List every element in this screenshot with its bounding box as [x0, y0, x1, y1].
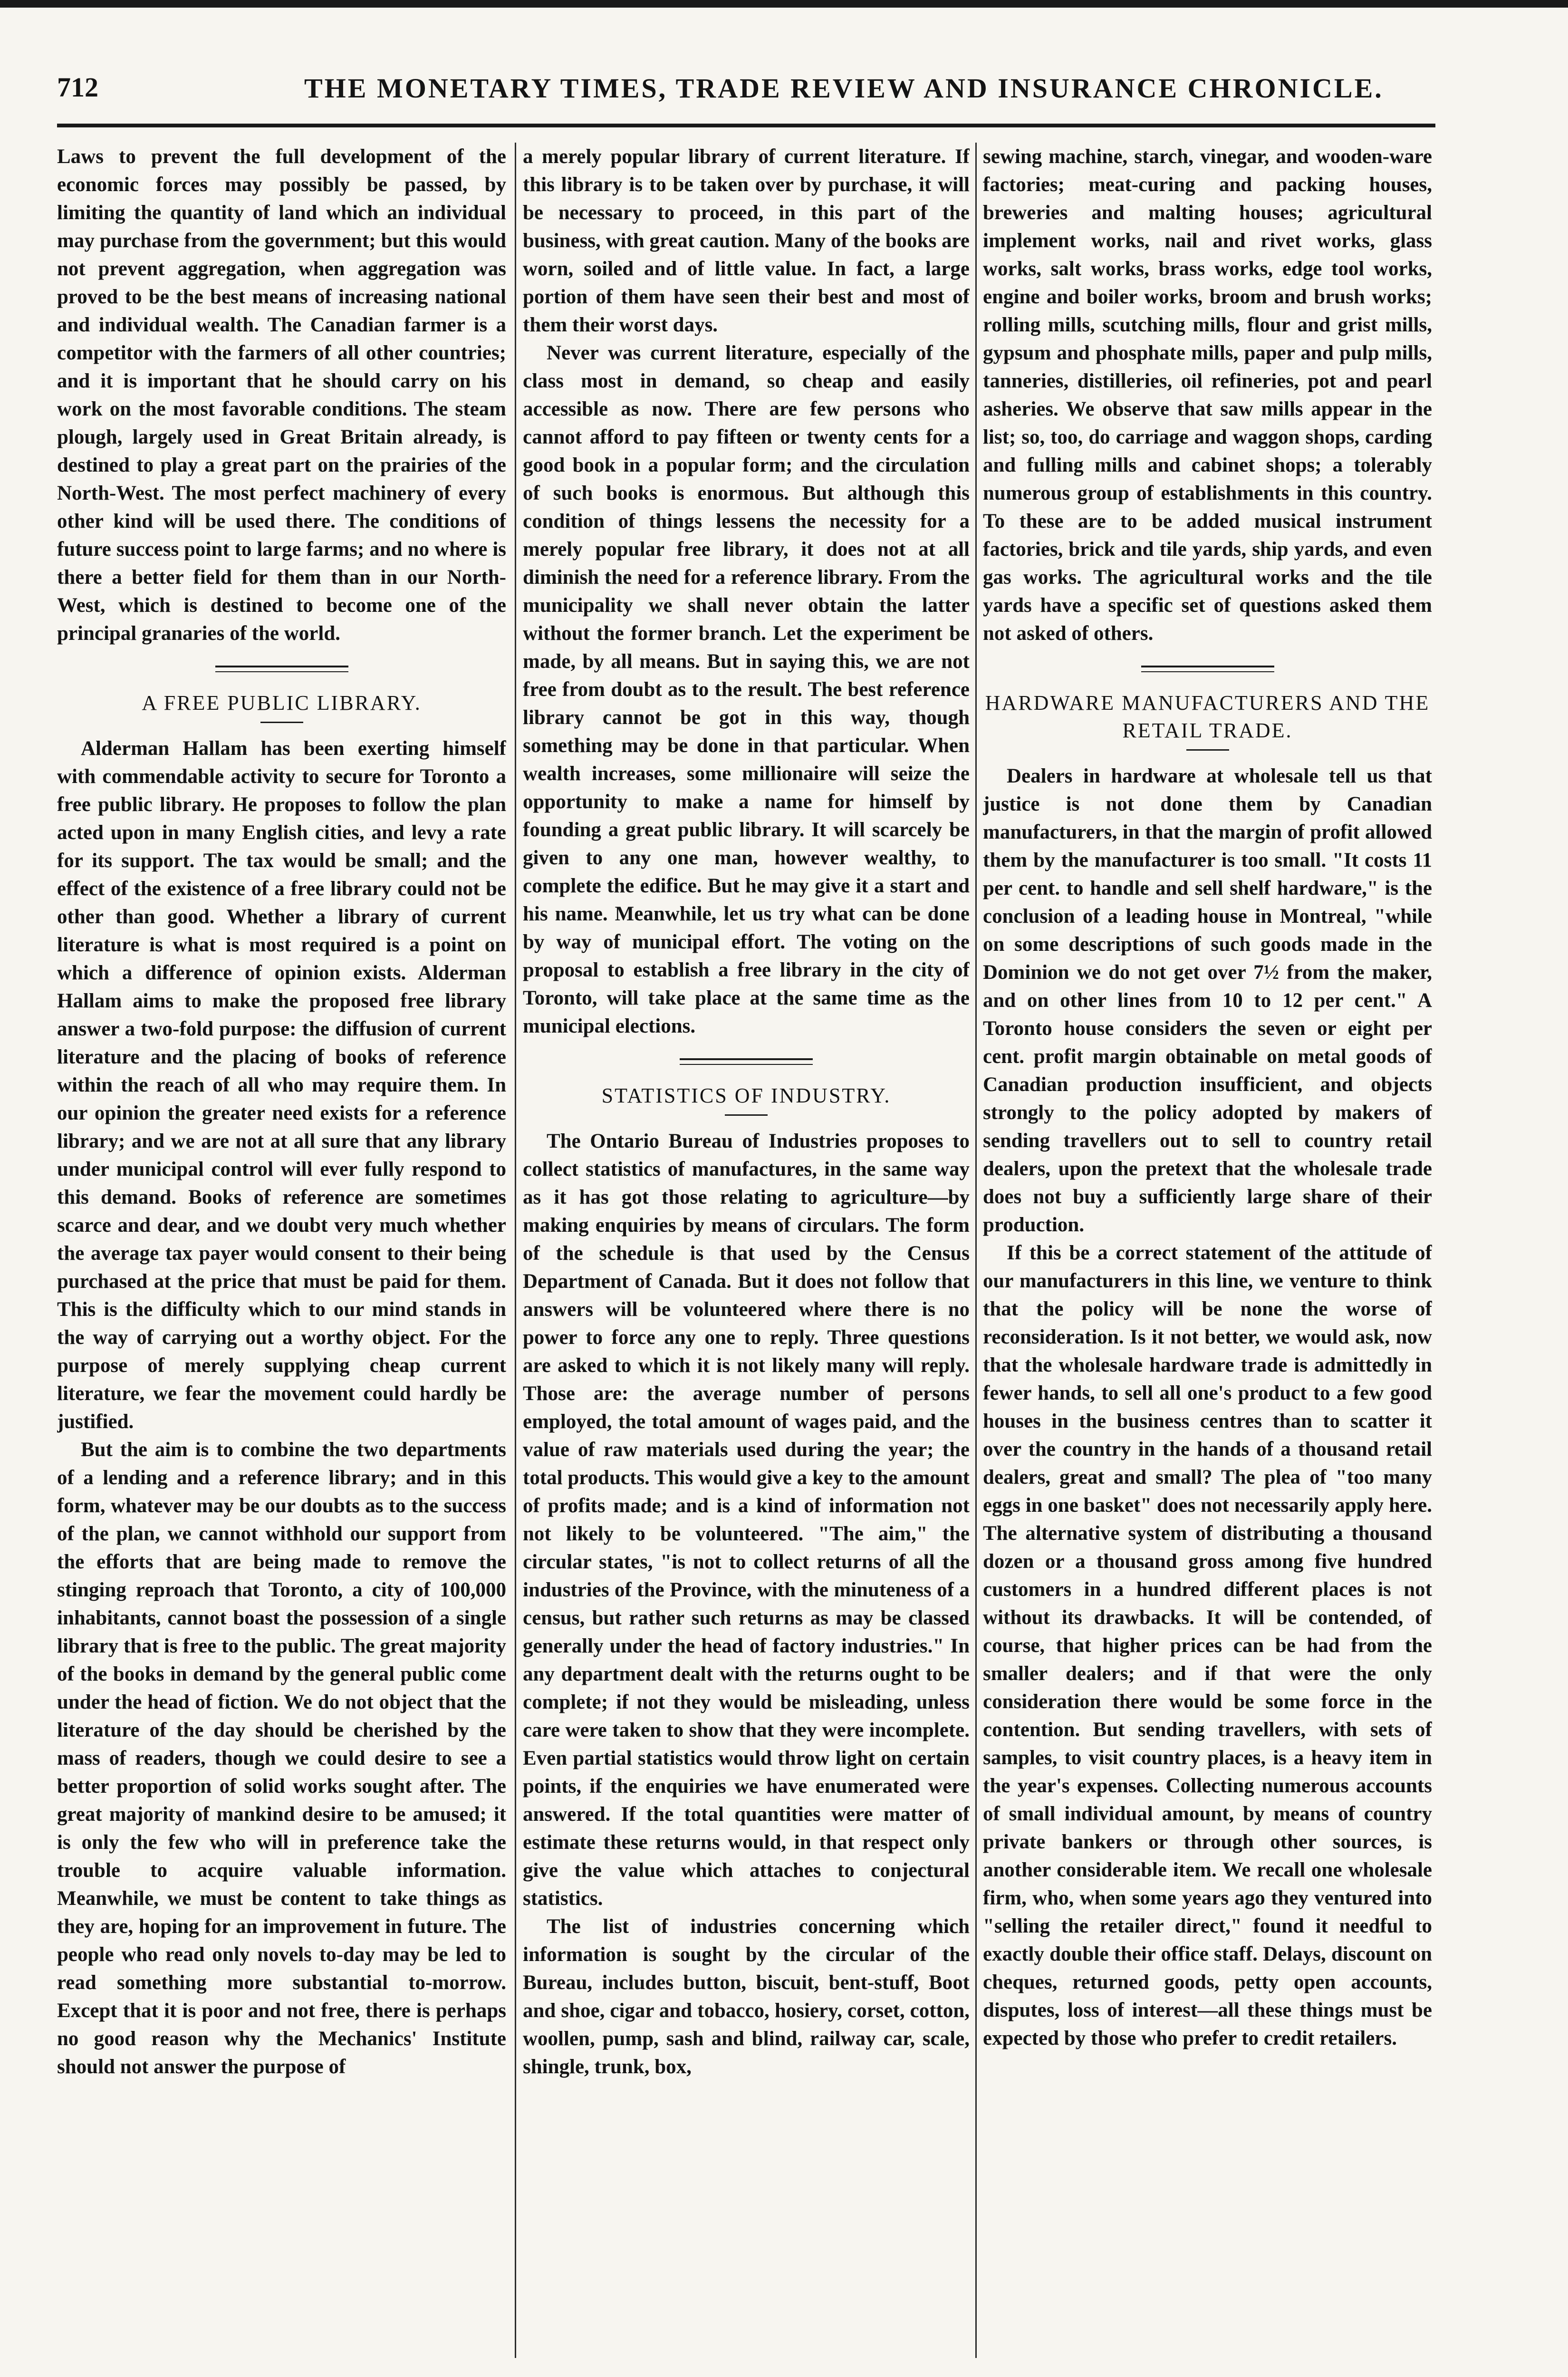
section-rule — [215, 666, 348, 672]
running-title: THE MONETARY TIMES, TRADE REVIEW AND INSURANCE CHRONICLE. — [304, 73, 1384, 104]
page-header — [57, 71, 1521, 114]
heading-rule — [260, 722, 303, 723]
article-paragraph: Never was current literature, especially of the class most in demand, so cheap and easily accessible as now. There are few persons who cannot afford to pay fifteen or twenty cents for a good book in a popular form; and the circulation of such books is enormous. But although this condition of things lessens the necessity for a merely popular free library, it does not at all diminish the need for a reference library. From the municipality we shall never obtain the latter without the former branch. Let the experiment be made, by all means. But in saying this, we are not free from doubt as to the result. The best reference library cannot be got in this way, though something may be done in that particular. When wealth increases, some millionaire will seize the opportunity to make a name for himself by founding a great public library. It will scarcely be given to any one man, however wealthy, to complete the edifice. But he may give it a start and his name. Meanwhile, let us try what can be done by way of municipal effort. The voting on the proposal to establish a free library in the city of Toronto, will take place at the same time as the municipal elections. — [523, 342, 970, 1037]
column-divider — [515, 143, 516, 2358]
article-paragraph: a merely popular library of current literature. If this library is to be taken over by purchase, it will be necessary to proceed, in this part of the business, with great caution. Many of the books are worn, soiled and of little value. In fact, a large portion of them have seen their best and most of them their worst days. — [523, 145, 970, 336]
column-3 — [983, 143, 1432, 2367]
column-1 — [57, 143, 506, 2367]
section-rule — [1141, 666, 1274, 672]
column-divider — [975, 143, 977, 2358]
heading-rule — [725, 1114, 768, 1116]
column-2 — [523, 143, 970, 2367]
article-paragraph: sewing machine, starch, vinegar, and wooden-ware factories; meat-curing and packing houses, breweries and malting houses; agricultural implement works, nail and rivet works, glass works, salt works, brass works, edge tool works, engine and boiler works, broom and brush works; rolling mills, scutching mills, flour and grist mills, gypsum and phosphate mills, paper and pulp mills, tanneries, distilleries, oil refineries, pot and pearl asheries. We observe that saw mills appear in the list; so, too, do carriage and waggon shops, carding and fulling mills and cabinet shops; a tolerably numerous group of establishments in this country. To these are to be added musical instrument factories, brick and tile yards, ship yards, and even gas works. The agricultural works and the tile yards have a specific set of questions asked them not asked of others. — [983, 145, 1432, 645]
article-paragraph: The list of industries concerning which information is sought by the circular of the Bureau, includes button, biscuit, bent-stuff, Boot and shoe, cigar and tobacco, hosiery, corset, cotton, woollen, pump, sash and blind, railway car, scale, shingle, trunk, box, — [523, 1915, 970, 2078]
heading-rule — [1186, 749, 1229, 751]
article-paragraph: Alderman Hallam has been exerting himself with commendable activity to secure for Toronto a free public library. He proposes to follow the plan acted upon in many English cities, and levy a rate for its support. The tax would be small; and the effect of the existence of a free library could not be other than good. Whether a library of current literature is what is most required is a point on which a difference of opinion exists. Alderman Hallam aims to make the proposed free library answer a two-fold purpose: the diffusion of current literature and the placing of books of reference within the reach of all who may require them. In our opinion the greater need exists for a reference library; and we are not at all sure that any library under municipal control will ever fully respond to this demand. Books of reference are sometimes scarce and dear, and we doubt very much whether the average tax payer would consent to their being purchased at the price that must be paid for them. This is the difficulty which to our mind stands in the way of carrying out a worthy object. For the purpose of merely supplying cheap current literature, we fear the movement could hardly be justified. — [57, 737, 506, 1433]
article-paragraph: Laws to prevent the full development of the economic forces may possibly be passed, by limiting the quantity of land which an individual may purchase from the government; but this would not prevent aggregation, when aggregation was proved to be the best means of increasing national and individual wealth. The Canadian farmer is a competitor with the farmers of all other countries; and it is important that he should carry on his work on the most favorable conditions. The steam plough, largely used in Great Britain already, is destined to play a great part on the prairies of the North-West. The most perfect machinery of every other kind will be used there. The conditions of future success point to large farms; and no where is there a better field for them than in our North-West, which is destined to become one of the principal granaries of the world. — [57, 145, 506, 645]
article-paragraph: If this be a correct statement of the attitude of our manufacturers in this line, we venture to think that the policy will be none the worse of reconsideration. Is it not better, we would ask, now that the wholesale hardware trade is admittedly in fewer hands, to sell all one's product to a few good houses in the business centres than to scatter it over the country in the hands of a thousand retail dealers, great and small? The plea of "too many eggs in one basket" does not necessarily apply here. The alternative system of distributing a thousand dozen or a thousand gross among five hundred customers in a hundred different places is not without its drawbacks. It will be contended, of course, that higher prices can be had from the smaller dealers; and if that were the only consideration there would be some force in the contention. But sending travellers, with sets of samples, to visit country places, is a heavy item in the year's expenses. Collecting numerous accounts of small individual amount, by means of country private bankers or through other sources, is another considerable item. We recall one wholesale firm, who, when some years ago they ventured into "selling the retailer direct," found it needful to exactly double their office staff. Delays, discount on cheques, returned goods, petty open accounts, disputes, loss of interest—all these things must be expected by those who prefer to credit retailers. — [983, 1242, 1432, 2049]
article-paragraph: Dealers in hardware at wholesale tell us that justice is not done them by Canadian manufacturers, in that the margin of profit allowed them by the manufacturer is too small. "It costs 11 per cent. to handle and sell shelf hardware," is the conclusion of a leading house in Montreal, "while on some descriptions of such goods made in the Dominion we do not get over 7½ from the maker, and on other lines from 10 to 12 per cent." A Toronto house considers the seven or eight per cent. profit margin obtainable on metal goods of Canadian production insufficient, and objects strongly to the policy adopted by makers of sending travellers out to sell to country retail dealers, upon the pretext that the wholesale trade does not buy a sufficiently large share of their production. — [983, 765, 1432, 1236]
top-border-rule — [0, 0, 1568, 8]
article-heading-statistics-of-industry: STATISTICS OF INDUSTRY. — [601, 1084, 891, 1107]
section-rule — [680, 1058, 813, 1065]
article-heading-free-public-library: A FREE PUBLIC LIBRARY. — [142, 691, 422, 715]
article-paragraph: The Ontario Bureau of Industries proposes to collect statistics of manufactures, in the same way as it has got those relating to agriculture—by making enquiries by means of circulars. The form of the schedule is that used by the Census Department of Canada. But it does not follow that answers will be volunteered where there is no power to force any one to reply. Three questions are asked to which it is not likely many will reply. Those are: the average number of persons employed, the total amount of wages paid, and the value of raw materials used during the year; the total products. This would give a key to the amount of profits made; and is a kind of information not not likely to be volunteered. "The aim," the circular states, "is not to collect returns of all the industries of the Province, with the minuteness of a census, but rather such returns as may be classed generally under the head of factory industries." In any department dealt with the returns ought to be complete; if not they would be misleading, unless care were taken to show that they were incomplete. Even partial statistics would throw light on certain points, if the enquiries we have enumerated were answered. If the total quantities were matter of estimate these returns would, in that respect only give the value which attaches to conjectural statistics. — [523, 1130, 970, 1910]
page-number: 712 — [57, 72, 98, 103]
article-heading-hardware-manufacturers: HARDWARE MANUFACTURERS AND THE RETAIL TRADE. — [985, 691, 1430, 742]
article-paragraph: But the aim is to combine the two departments of a lending and a reference library; and in this form, whatever may be our doubts as to the success of the plan, we cannot withhold our support from the efforts that are being made to remove the stinging reproach that Toronto, a city of 100,000 inhabitants, cannot boast the possession of a single library that is free to the public. The great majority of the books in demand by the general public come under the head of fiction. We do not object that the literature of the day should be cherished by the mass of readers, though we could desire to see a better proportion of solid works sought after. The great majority of mankind desire to be amused; it is only the few who will in preference take the trouble to acquire valuable information. Meanwhile, we must be content to take things as they are, hoping for an improvement in future. The people who read only novels to-day may be led to read something more substantial to-morrow. Except that it is poor and not free, there is perhaps no good reason why the Mechanics' Institute should not answer the purpose of — [57, 1439, 506, 2078]
header-rule — [57, 124, 1435, 127]
